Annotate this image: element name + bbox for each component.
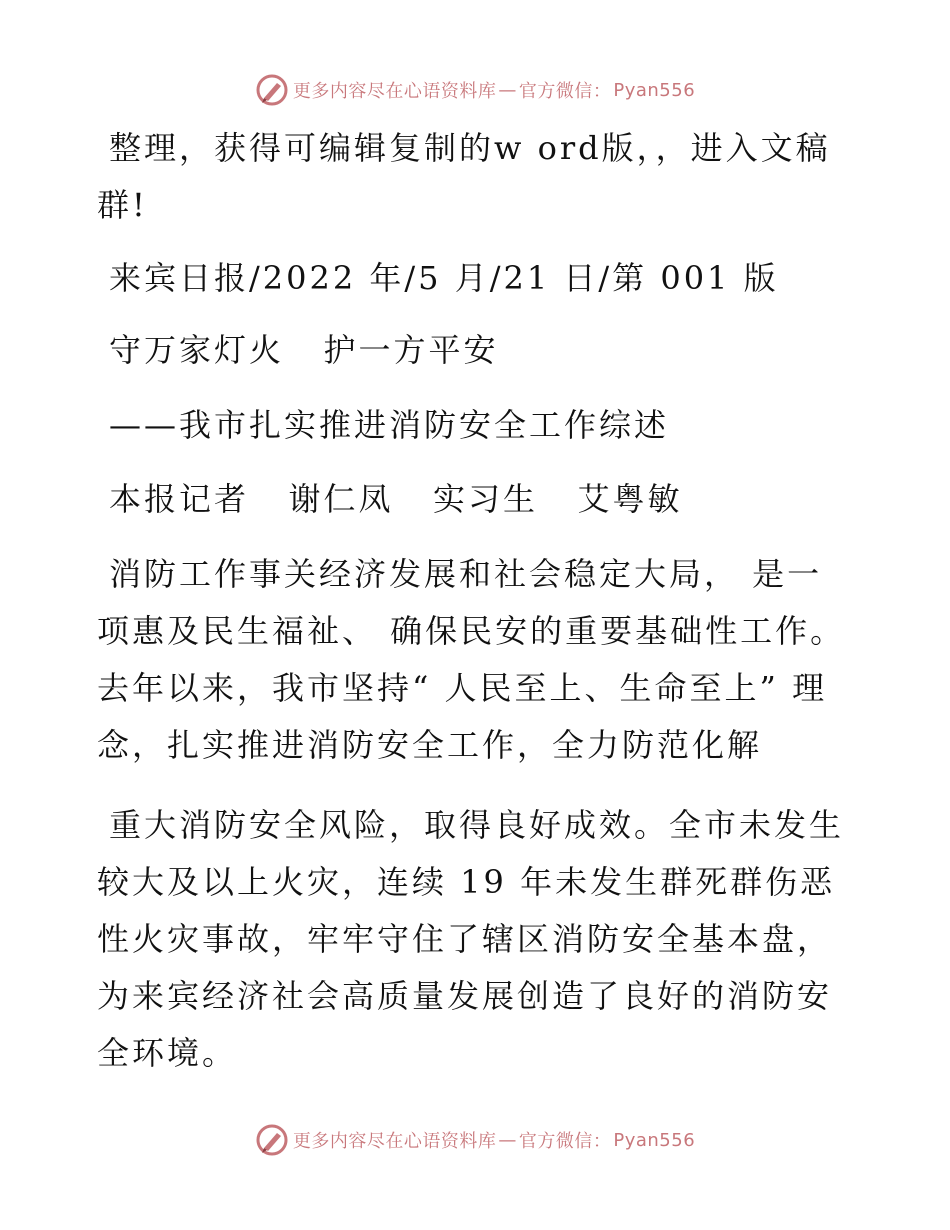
watermark-separator: — xyxy=(498,79,517,101)
pen-logo-icon xyxy=(255,73,289,107)
article-title: 守万家灯火 护一方平安 xyxy=(109,331,499,369)
body-paragraph-2: 重大消防安全风险，取得良好成效。全市未发生较大及以上火灾，连续 19 年未发生群死群伤恶性火灾事故，牢牢守住了辖区消防安全基本盘，为来宾经济社会高质量发展创造了良好的消防安全环境。 xyxy=(97,806,845,1072)
watermark-wechat-id: Pyan556 xyxy=(613,79,696,101)
watermark-footer xyxy=(0,1120,950,1160)
watermark-wechat-id: Pyan556 xyxy=(613,1129,696,1151)
watermark-site-text: 更多内容尽在心语资料库 xyxy=(292,81,497,102)
byline: 本报记者 谢仁凤 实习生 艾粤敏 xyxy=(109,480,683,518)
pen-logo-icon xyxy=(255,1123,289,1157)
watermark-site-text: 更多内容尽在心语资料库 xyxy=(292,1131,497,1152)
watermark-separator: — xyxy=(498,1129,517,1151)
intro-paragraph: 整理，获得可编辑复制的w ord版，，进入文稿群! xyxy=(97,129,831,224)
article-subtitle: ——我市扎实推进消防安全工作综述 xyxy=(109,406,670,444)
body-paragraph-1: 消防工作事关经济发展和社会稳定大局， 是一项惠及民生福祉、 确保民安的重要基础性工作。去年以来，我市坚持“ 人民至上、生命至上” 理念，扎实推进消防安全工作，全力防范化解 xyxy=(97,555,846,764)
watermark-wechat-label: 官方微信： xyxy=(518,1131,612,1152)
source-line: 来宾日报/2022 年/5 月/21 日/第 001 版 xyxy=(109,259,779,297)
watermark-header xyxy=(0,70,950,110)
watermark-wechat-label: 官方微信： xyxy=(518,81,612,102)
